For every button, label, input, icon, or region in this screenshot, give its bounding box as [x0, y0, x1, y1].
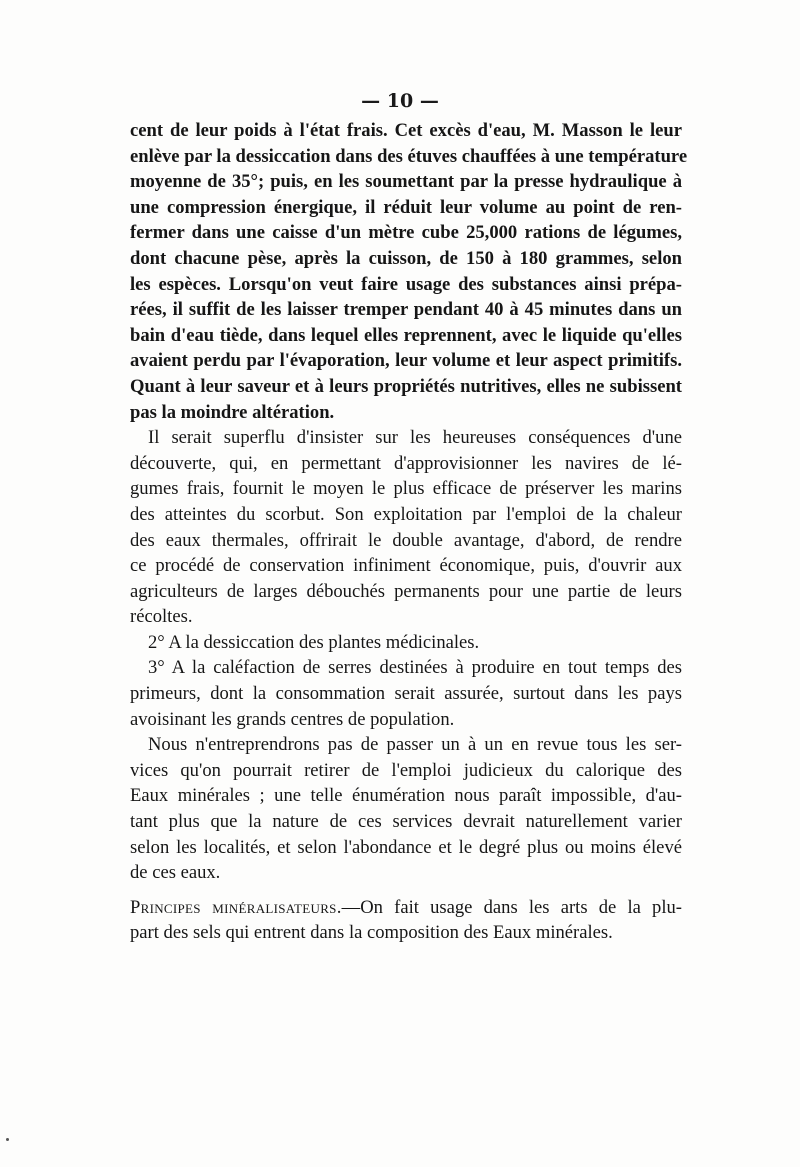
text-line: 3° A la caléfaction de serres destinées à produire en tout temps des [148, 657, 682, 679]
text-line: 2° A la dessiccation des plantes médicinales. [148, 631, 480, 653]
paragraph-services [130, 732, 682, 886]
text-line: ce procédé de conservation infiniment économique, puis, d'ouvrir aux [130, 555, 682, 577]
text-line [130, 895, 682, 921]
text-line: bain d'eau tiède, dans lequel elles reprennent, avec le liquide qu'elles [130, 324, 682, 346]
text-line: des atteintes du scorbut. Son exploitation par l'emploi de la chaleur [130, 503, 682, 525]
text-line: Quant à leur saveur et à leurs propriétés nutritives, elles ne subissent [130, 375, 682, 397]
text-line: avoisinant les grands centres de population. [130, 708, 455, 730]
text-line: part des sels qui entrent dans la composition des Eaux minérales. [130, 922, 613, 944]
section-gap [130, 886, 682, 895]
text-line: de ces eaux. [130, 862, 221, 884]
paragraph-consequences [130, 425, 682, 630]
text-line: découverte, qui, en permettant d'approvisionner les navires de lé- [130, 452, 682, 474]
paragraph-item-2 [130, 630, 682, 656]
text-line: Nous n'entreprendrons pas de passer un à un en revue tous les ser- [148, 734, 682, 756]
text-line: vices qu'on pourrait retirer de l'emploi judicieux du calorique des [130, 759, 682, 781]
text-line: les espèces. Lorsqu'on veut faire usage des substances ainsi prépa- [130, 273, 682, 295]
paragraph-masson-process [130, 118, 688, 425]
text-line: Eaux minérales ; une telle énumération nous paraît impossible, d'au- [130, 785, 682, 807]
text-line: gumes frais, fournit le moyen le plus efficace de préserver les marins [130, 478, 682, 500]
text-line: moyenne de 35°; puis, en les soumettant par la presse hydraulique à [130, 171, 682, 193]
text-line: rées, il suffit de les laisser tremper pendant 40 à 45 minutes dans un [130, 299, 682, 321]
text-line: selon les localités, et selon l'abondance et le degré plus ou moins élevé [130, 836, 682, 858]
text-line: primeurs, dont la consommation serait assurée, surtout dans les pays [130, 683, 682, 705]
text-line: pas la moindre altération. [130, 401, 335, 423]
paper-speck [6, 1138, 9, 1141]
text-line: avaient perdu par l'évaporation, leur volume et leur aspect primitifs. [130, 350, 682, 372]
text-line: tant plus que la nature de ces services devrait naturellement varier [130, 811, 682, 833]
text-line: une compression énergique, il réduit leur volume au point de ren- [130, 196, 682, 218]
page-number: — 10 — [361, 90, 439, 112]
body-text [130, 118, 688, 946]
text-line: des eaux thermales, offrirait le double avantage, d'abord, de rendre [130, 529, 682, 551]
paragraph-item-3 [130, 655, 682, 732]
section-heading: Principes minéralisateurs. [130, 896, 342, 918]
section-lead-text: —On fait usage dans les arts de la plu- [341, 896, 682, 918]
text-line: agriculteurs de larges débouchés permanents pour une partie de leurs [130, 580, 682, 602]
text-line: récoltes. [130, 606, 193, 628]
text-line: dont chacune pèse, après la cuisson, de 150 à 180 grammes, selon [130, 247, 682, 269]
paragraph-principes [130, 895, 682, 946]
text-line: cent de leur poids à l'état frais. Cet excès d'eau, M. Masson le leur [130, 120, 682, 141]
text-line: Il serait superflu d'insister sur les heureuses conséquences d'une [148, 427, 682, 449]
text-line: fermer dans une caisse d'un mètre cube 25,000 rations de légumes, [130, 222, 682, 244]
text-line: enlève par la dessiccation dans des étuves chauffées à une température [130, 145, 688, 167]
